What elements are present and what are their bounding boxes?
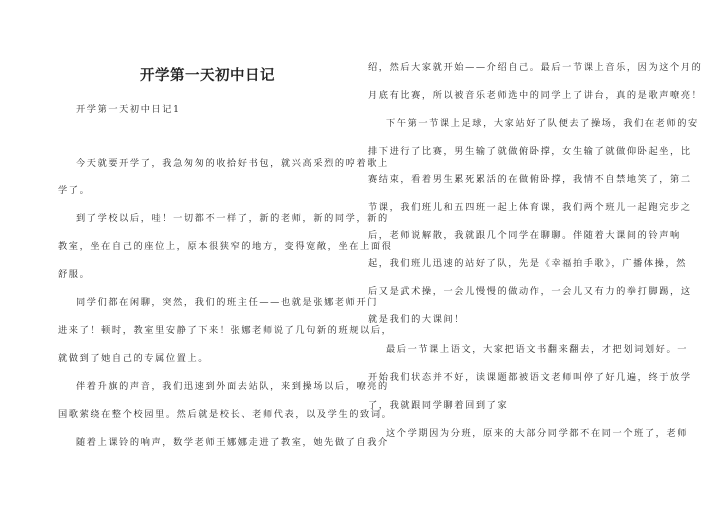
paragraph-line: 就是我们的大课间！ <box>368 314 466 325</box>
paragraph-line: 赛结束，看着男生累死累活的在做俯卧撑，我情不自禁地笑了，第二 <box>368 174 692 185</box>
paragraph-line: 最后一节课上语文，大家把语文书翻来翻去，才把划词划好。一 <box>386 344 689 355</box>
paragraph-line: 排下进行了比赛，男生输了就做俯卧撑，女生输了就做仰卧起坐，比 <box>368 146 692 157</box>
paragraph-line: 这个学期因为分班，原来的大部分同学都不在同一个班了，老师 <box>386 428 689 439</box>
paragraph-line: 就做到了她自己的专属位置上。 <box>58 353 210 364</box>
paragraph-line: 到了学校以后，哇！一切都不一样了，新的老师，新的同学，新的 <box>76 213 389 224</box>
paragraph-line: 进来了！顿时，教室里安静了下来！张娜老师说了几句新的班规以后， <box>58 325 393 336</box>
paragraph-line: 开始我们状态并不好，读课题都被语文老师叫停了好几遍，终于放学 <box>368 372 692 383</box>
paragraph-line: 同学们都在闲聊，突然，我们的班主任——也就是张娜老师开门 <box>76 297 379 308</box>
paragraph-line: 国歌萦绕在整个校园里。然后就是校长、老师代表，以及学生的致词。 <box>58 409 393 420</box>
paragraph-line: 伴着升旗的声音，我们迅速到外面去站队，来到操场以后，嘹亮的 <box>76 381 389 392</box>
paragraph-line: 后又是武术操，一会儿慢慢的做动作，一会儿又有力的拳打脚踢，这 <box>368 286 692 297</box>
document-subtitle: 开学第一天初中日记1 <box>76 104 181 115</box>
paragraph-line: 节课，我们班儿和五四班一起上体育课，我们两个班儿一起跑完步之 <box>368 202 692 213</box>
paragraph-line: 教室，坐在自己的座位上，原本很狭窄的地方，变得宽敞，坐在上面很 <box>58 241 393 252</box>
paragraph-line: 下午第一节课上足球，大家站好了队便去了操场，我们在老师的安 <box>386 118 699 129</box>
paragraph-line: 今天就要开学了，我急匆匆的收拾好书包，就兴高采烈的哼着歌上 <box>76 158 389 169</box>
paragraph-line: 了，我就跟同学聊着回到了家 <box>368 400 509 411</box>
paragraph-line: 起，我们班儿迅速的站好了队，先是《幸福拍手歌》，广播体操，然 <box>368 258 688 269</box>
paragraph-line: 月底有比赛，所以被音乐老师选中的同学上了讲台，真的是歌声嘹亮！ <box>368 90 703 101</box>
paragraph-line: 绍，然后大家就开始——介绍自己。最后一节课上音乐，因为这个月的 <box>368 62 703 73</box>
document-title: 开学第一天初中日记 <box>140 67 275 84</box>
paragraph-line: 后，老师说解散，我就跟几个同学在聊聊。伴随着大课间的铃声响 <box>368 230 681 241</box>
paragraph-line: 学了。 <box>58 185 91 196</box>
paragraph-line: 随着上课铃的响声，数学老师王娜娜走进了教室，她先做了自我介 <box>76 437 389 448</box>
paragraph-line: 舒服。 <box>58 269 91 280</box>
